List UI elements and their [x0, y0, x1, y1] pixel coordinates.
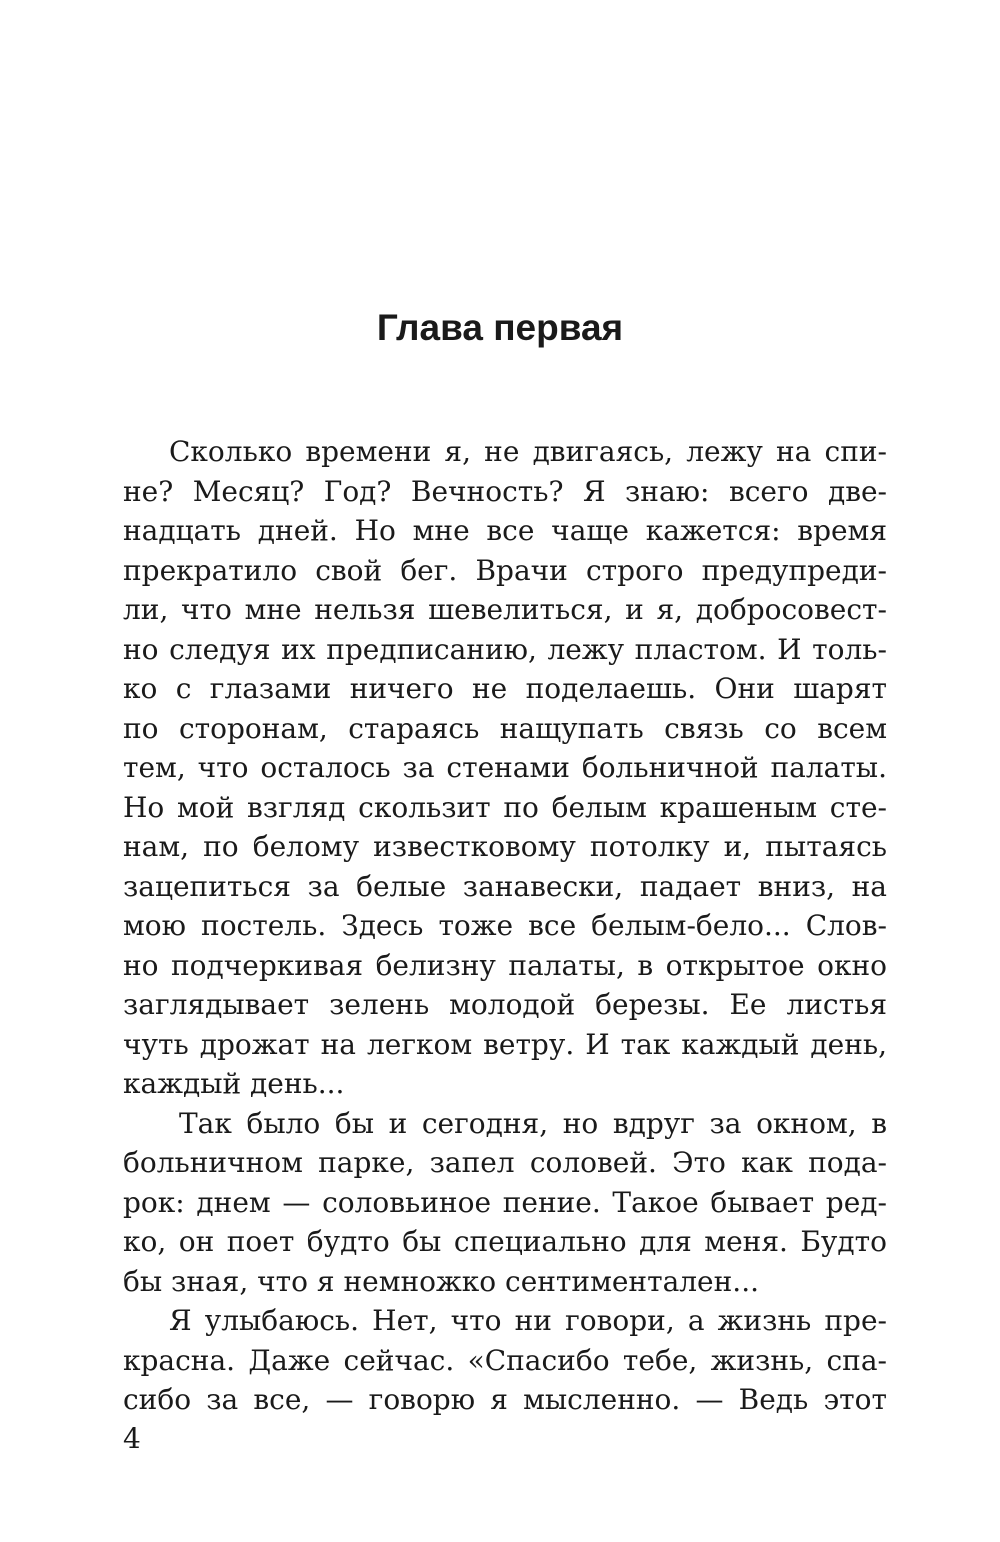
text-line: чуть дрожат на легком ветру. И так каждый день,	[123, 1027, 887, 1061]
text-line: прекратило свой бег. Врачи строго предупреди-	[123, 553, 887, 587]
text-line: Сколько времени я, не двигаясь, лежу на спи-	[169, 435, 887, 468]
text-line: нам, по белому известковому потолку и, пытаясь	[123, 830, 887, 863]
text-line: но следуя их предписанию, лежу пластом. И толь-	[123, 632, 887, 666]
text-line: Но мой взгляд скользит по белым крашеным сте-	[123, 790, 887, 824]
text-line: каждый день...	[123, 1067, 345, 1100]
text-line: мою постель. Здесь тоже все белым-бело... Слов-	[123, 909, 887, 942]
text-line: не? Месяц? Год? Вечность? Я знаю: всего две-	[123, 474, 887, 508]
text-line: красна. Даже сейчас. «Спасибо тебе, жизнь, спа-	[123, 1343, 887, 1377]
text-line: сибо за все, — говорю я мысленно. — Ведь этот	[123, 1383, 887, 1416]
chapter-title: Глава первая	[376, 307, 624, 348]
text-line: но подчеркивая белизну палаты, в открытое окно	[123, 948, 887, 982]
text-line: ли, что мне нельзя шевелиться, и я, добросовест-	[123, 593, 887, 626]
text-line: больничном парке, запел соловей. Это как пода-	[123, 1146, 887, 1179]
text-line: по сторонам, стараясь нащупать связь со всем	[123, 711, 887, 745]
text-line: рок: днем — соловьиное пение. Такое бывает ред-	[123, 1185, 887, 1219]
text-line: бы зная, что я немножко сентиментален...	[123, 1264, 759, 1298]
text-line: ко, он поет будто бы специально для меня. Будто	[123, 1225, 887, 1258]
text-line: ко с глазами ничего не поделаешь. Они шарят	[123, 672, 887, 705]
text-line: зацепиться за белые занавески, падает вниз, на	[123, 869, 887, 903]
text-line: надцать дней. Но мне все чаще кажется: время	[123, 514, 887, 547]
text-line: тем, что осталось за стенами больничной палаты.	[123, 751, 887, 784]
text-line: заглядывает зелень молодой березы. Ее листья	[123, 988, 887, 1021]
body-text	[123, 432, 887, 1420]
page-number: 4	[123, 1422, 141, 1455]
text-line: Я улыбаюсь. Нет, что ни говори, а жизнь пре-	[169, 1304, 887, 1337]
text-line: Так было бы и сегодня, но вдруг за окном, в	[179, 1106, 887, 1140]
